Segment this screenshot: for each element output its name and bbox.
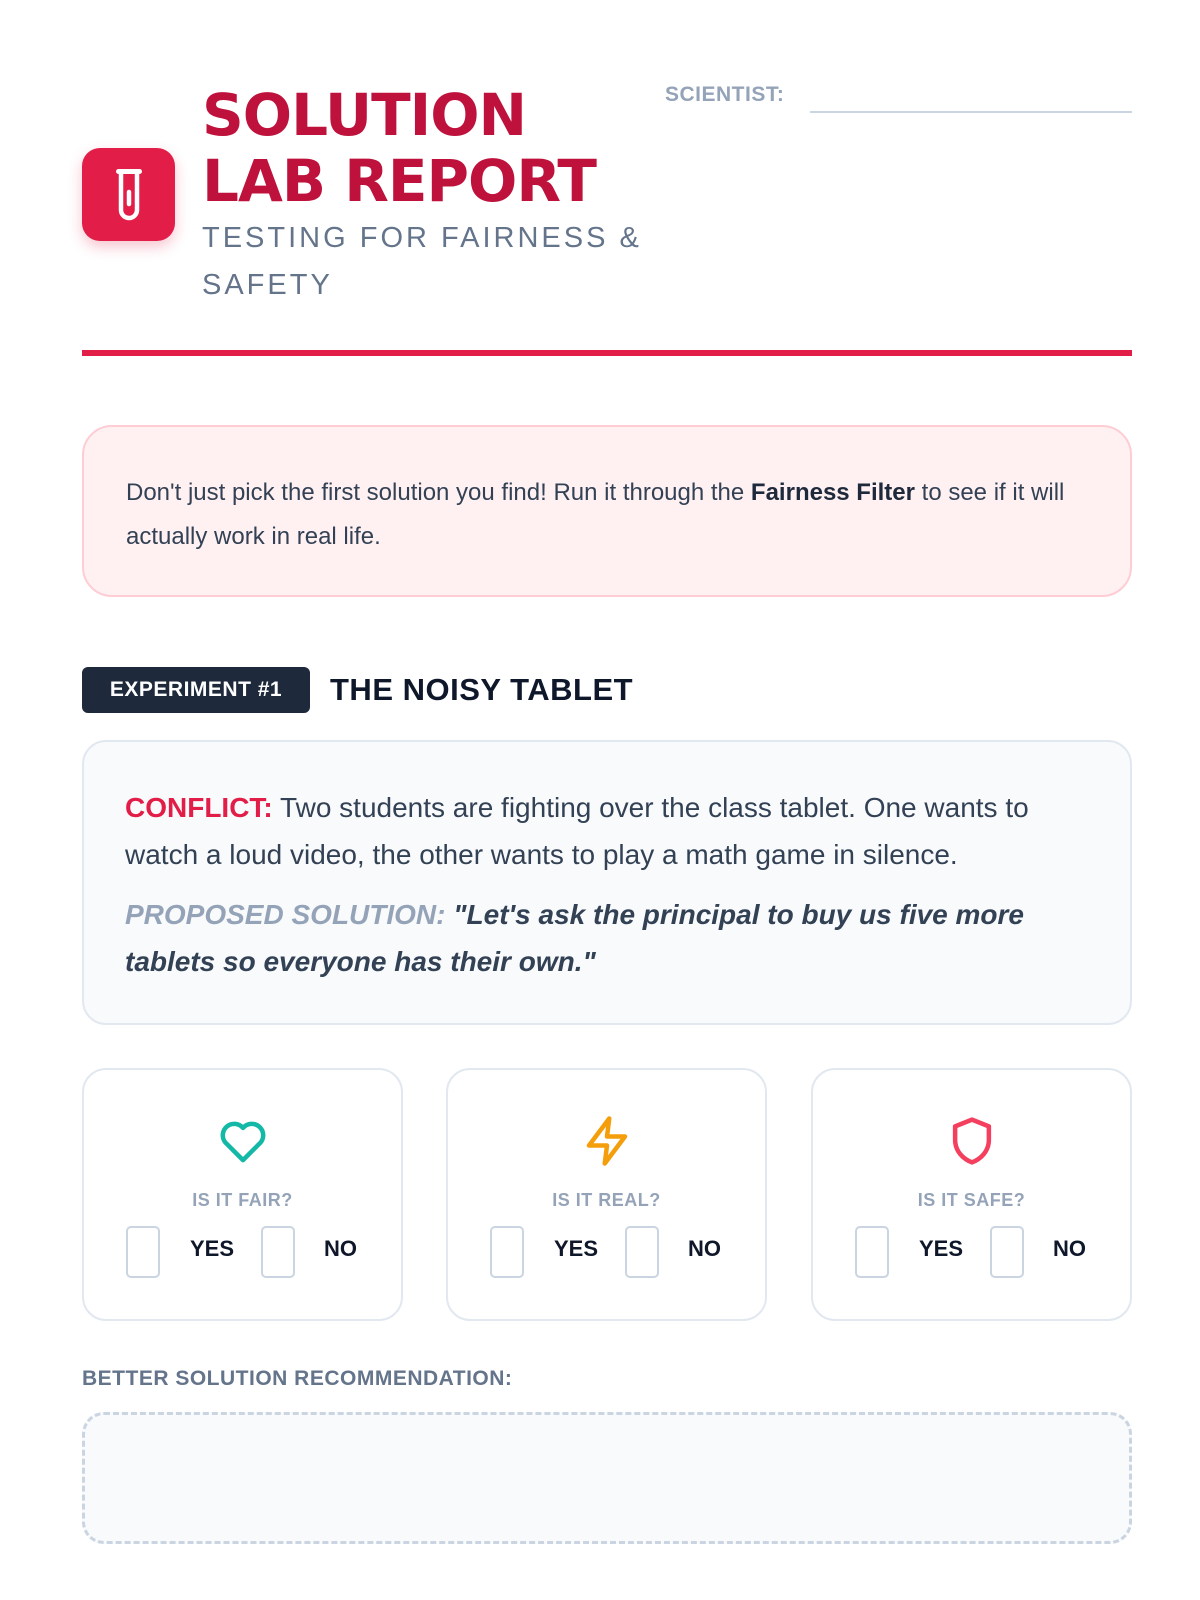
conflict-label: CONFLICT:	[125, 792, 273, 823]
fair-no-checkbox[interactable]	[261, 1226, 295, 1278]
better-solution-input[interactable]	[82, 1412, 1132, 1544]
safe-yes-checkbox[interactable]	[855, 1226, 889, 1278]
real-check-card	[446, 1068, 767, 1321]
real-yes-checkbox[interactable]	[490, 1226, 524, 1278]
intro-highlight: Fairness Filter	[750, 479, 915, 506]
proposed-solution-text: "Let's ask the principal to buy us five more tablets so everyone has their own."	[125, 899, 1024, 977]
real-yes-label: YES	[554, 1236, 599, 1261]
real-no-checkbox[interactable]	[625, 1226, 659, 1278]
real-no-label: NO	[688, 1236, 721, 1261]
fair-check-card	[82, 1068, 403, 1321]
header-divider	[82, 350, 1132, 356]
better-solution-label: BETTER SOLUTION RECOMMENDATION:	[82, 1367, 513, 1390]
scenario-box	[82, 740, 1132, 1025]
fair-question: IS IT FAIR?	[192, 1190, 293, 1210]
fair-no-label: NO	[324, 1236, 357, 1261]
experiment-title: THE NOISY TABLET	[330, 672, 634, 707]
page-title	[202, 82, 662, 214]
lab-report-page	[82, 0, 1132, 1600]
safe-no-checkbox[interactable]	[990, 1226, 1024, 1278]
conflict-text: Two students are fighting over the class tablet. One wants to watch a loud video, the other wants to play a math game in silence.	[125, 792, 1029, 870]
fair-yes-checkbox[interactable]	[126, 1226, 160, 1278]
scientist-name-field[interactable]	[810, 111, 1132, 113]
title-line-1: SOLUTION	[202, 81, 527, 149]
intro-text-end: to see if it will actually work in real life.	[126, 479, 1065, 550]
scientist-label: SCIENTIST:	[665, 83, 785, 106]
safe-check-card	[811, 1068, 1132, 1321]
proposed-solution-label: PROPOSED SOLUTION:	[125, 899, 446, 930]
experiment-badge: EXPERIMENT #1	[82, 667, 310, 713]
title-line-2: LAB REPORT	[202, 147, 596, 215]
solution-paragraph	[125, 891, 1088, 985]
lightning-icon	[580, 1114, 634, 1168]
heart-icon	[216, 1114, 270, 1168]
safe-no-label: NO	[1053, 1236, 1086, 1261]
intro-text-start: Don't just pick the first solution you find! Run it through the	[126, 479, 751, 506]
intro-callout	[82, 425, 1132, 597]
conflict-paragraph	[125, 784, 1088, 878]
page-subtitle: TESTING FOR FAIRNESS & SAFETY	[202, 222, 642, 301]
shield-icon	[945, 1114, 999, 1168]
test-tube-icon	[112, 166, 146, 224]
real-question: IS IT REAL?	[552, 1190, 661, 1210]
logo-badge	[82, 148, 175, 241]
fair-yes-label: YES	[190, 1236, 235, 1261]
safe-question: IS IT SAFE?	[917, 1190, 1026, 1210]
safe-yes-label: YES	[919, 1236, 964, 1261]
